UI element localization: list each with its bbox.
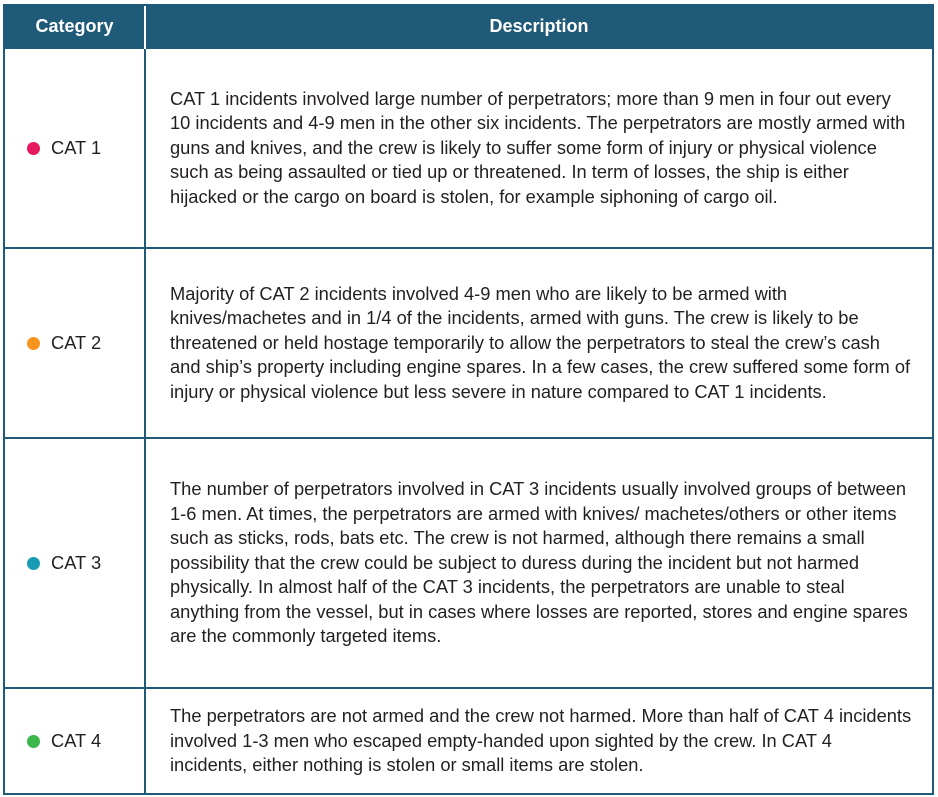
table-row (5, 438, 932, 688)
header-description: Description (145, 6, 932, 48)
category-label: CAT 3 (51, 552, 102, 573)
category-label: CAT 4 (51, 730, 102, 751)
incident-category-table (5, 6, 932, 793)
category-dot-icon (27, 142, 40, 155)
category-cell (5, 438, 145, 688)
category-cell (5, 688, 145, 793)
category-table (3, 4, 934, 795)
category-dot-icon (27, 735, 40, 748)
category-dot-icon (27, 557, 40, 570)
category-cell (5, 248, 145, 438)
table-row (5, 48, 932, 248)
description-cell: Majority of CAT 2 incidents involved 4-9 men who are likely to be armed with knives/machetes and in 1/4 of the incidents, armed with guns. The crew is likely to be threatened or held hostage temporarily to allow the perpetrators to steal the crew’s cash and ship’s property including engine spares. In a few cases, the crew suffered some form of injury or physical violence but less severe in nature compared to CAT 1 incidents. (145, 248, 932, 438)
description-cell: The perpetrators are not armed and the crew not harmed. More than half of CAT 4 incidents involved 1-3 men who escaped empty-handed upon sighted by the crew. In CAT 4 incidents, either nothing is stolen or small items are stolen. (145, 688, 932, 793)
description-cell: The number of perpetrators involved in CAT 3 incidents usually involved groups of between 1-6 men. At times, the perpetrators are armed with knives/ machetes/others or other items such as sticks, rods, bats etc. The crew is not harmed, although there remains a small possibility that the crew could be subject to duress during the incident but not harmed physically. In almost half of the CAT 3 incidents, the perpetrators are unable to steal anything from the vessel, but in cases where losses are reported, stores and engine spares are the commonly targeted items. (145, 438, 932, 688)
description-cell: CAT 1 incidents involved large number of perpetrators; more than 9 men in four out every 10 incidents and 4-9 men in the other six incidents. The perpetrators are mostly armed with guns and knives, and the crew is likely to suffer some form of injury or physical violence such as being assaulted or tied up or threatened. In term of losses, the ship is either hijacked or the cargo on board is stolen, for example siphoning of cargo oil. (145, 48, 932, 248)
table-row (5, 688, 932, 793)
category-dot-icon (27, 337, 40, 350)
category-cell (5, 48, 145, 248)
category-label: CAT 2 (51, 332, 102, 353)
header-category: Category (5, 6, 145, 48)
header-row (5, 6, 932, 48)
table-row (5, 248, 932, 438)
category-label: CAT 1 (51, 137, 102, 158)
